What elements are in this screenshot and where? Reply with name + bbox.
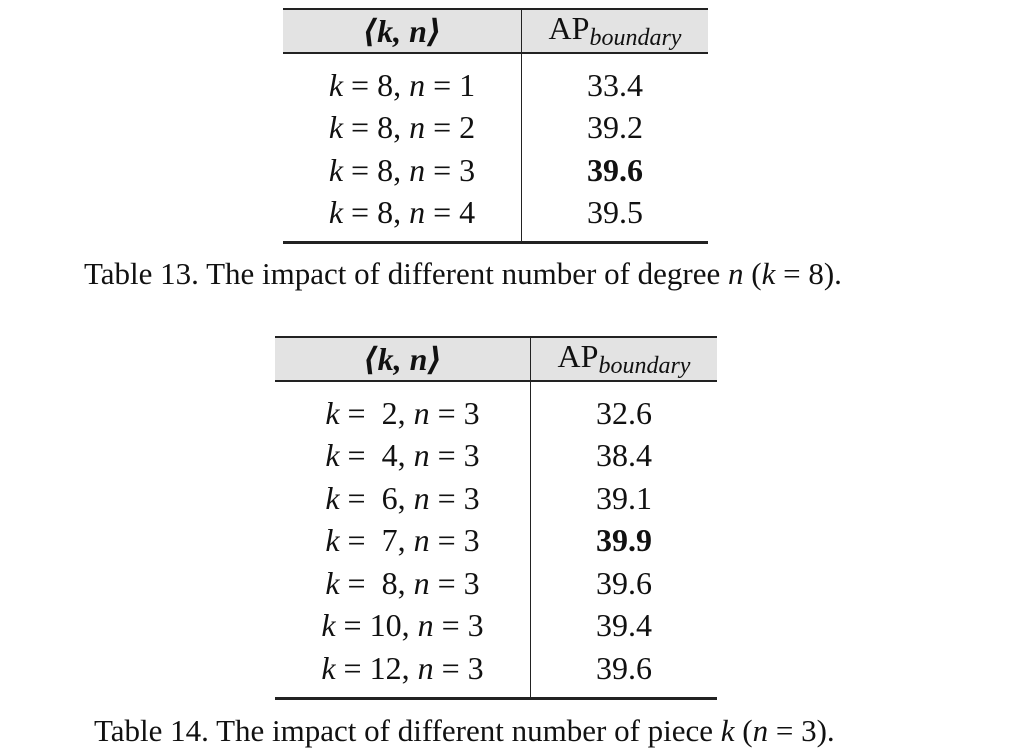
n-value: 3 xyxy=(463,522,480,559)
table-row xyxy=(275,605,717,648)
n-value: 4 xyxy=(459,194,476,231)
caption-paren: ( xyxy=(743,256,762,291)
k-n-cell: k = 8, n = 4 xyxy=(283,192,522,243)
n-value: 3 xyxy=(467,607,484,644)
table-row xyxy=(275,520,717,563)
table-row xyxy=(283,192,708,243)
ap-value: 33.4 xyxy=(587,66,643,103)
ap-value: 32.6 xyxy=(596,394,652,431)
k-value: 8 xyxy=(377,109,394,146)
table-row xyxy=(283,53,708,107)
column-header-ap-boundary xyxy=(531,337,718,381)
k-n-cell: k = 8, n = 3 xyxy=(283,149,522,192)
table-13-caption xyxy=(84,256,842,292)
k-value: 10 xyxy=(369,607,402,644)
table-header-row xyxy=(275,337,717,381)
k-value: 7 xyxy=(373,522,398,559)
column-header-k-n xyxy=(275,337,531,381)
k-n-cell: k = 8, n = 3 xyxy=(275,562,531,605)
k-n-cell: k = 10, n = 3 xyxy=(275,605,531,648)
k-value: 4 xyxy=(373,437,398,474)
column-header-k-n-label: ⟨k, n⟩ xyxy=(362,13,442,49)
caption-text: Table 14. The impact of different number of piece xyxy=(94,713,721,748)
ap-value: 39.5 xyxy=(587,194,643,231)
column-header-k-n xyxy=(283,9,522,53)
ap-value: 38.4 xyxy=(596,437,652,474)
k-n-cell: k = 8, n = 2 xyxy=(283,107,522,150)
table-14-body xyxy=(275,381,717,698)
table-row xyxy=(283,149,708,192)
caption-condition-variable: n xyxy=(752,713,769,748)
table-13-body xyxy=(283,53,708,243)
table-14 xyxy=(275,336,717,700)
ap-value: 39.6 xyxy=(596,649,652,686)
k-n-cell: k = 8, n = 1 xyxy=(283,53,522,107)
table-row xyxy=(275,647,717,698)
caption-condition-value: = 3). xyxy=(768,713,835,748)
k-n-cell: k = 12, n = 3 xyxy=(275,647,531,698)
ap-value-best: 39.9 xyxy=(596,522,652,559)
ap-value-best: 39.6 xyxy=(587,151,643,188)
ap-label: AP xyxy=(548,10,590,46)
caption-condition-variable: k xyxy=(761,256,776,291)
caption-condition-value: = 8). xyxy=(775,256,842,291)
k-value: 6 xyxy=(373,479,398,516)
caption-paren: ( xyxy=(734,713,753,748)
ap-value: 39.4 xyxy=(596,607,652,644)
column-header-k-n-label: ⟨k, n⟩ xyxy=(362,341,443,377)
caption-text: Table 13. The impact of different number of degree xyxy=(84,256,728,291)
k-n-cell: k = 2, n = 3 xyxy=(275,381,531,435)
n-value: 3 xyxy=(463,394,480,431)
k-value: 2 xyxy=(373,394,398,431)
n-value: 3 xyxy=(463,564,480,601)
column-header-ap-boundary xyxy=(522,9,709,53)
ap-value: 39.6 xyxy=(596,564,652,601)
n-value: 3 xyxy=(467,649,484,686)
k-n-cell: k = 4, n = 3 xyxy=(275,435,531,478)
ap-subscript: boundary xyxy=(598,353,691,379)
k-n-cell: k = 7, n = 3 xyxy=(275,520,531,563)
ap-value: 39.2 xyxy=(587,109,643,146)
n-value: 3 xyxy=(463,437,480,474)
k-value: 8 xyxy=(377,194,394,231)
n-value: 3 xyxy=(459,151,476,188)
table-row xyxy=(275,477,717,520)
table-13 xyxy=(283,8,708,244)
table-row xyxy=(275,381,717,435)
ap-value: 39.1 xyxy=(596,479,652,516)
caption-variable: k xyxy=(720,713,735,748)
k-value: 12 xyxy=(369,649,402,686)
table-14-caption xyxy=(94,713,835,749)
table-row xyxy=(275,562,717,605)
k-value: 8 xyxy=(377,66,394,103)
caption-variable: n xyxy=(728,256,744,291)
ap-label: AP xyxy=(557,338,599,374)
table-row xyxy=(283,107,708,150)
n-value: 1 xyxy=(459,66,476,103)
table-row xyxy=(275,435,717,478)
table-header-row xyxy=(283,9,708,53)
k-value: 8 xyxy=(373,564,398,601)
k-n-cell: k = 6, n = 3 xyxy=(275,477,531,520)
n-value: 2 xyxy=(459,109,476,146)
n-value: 3 xyxy=(463,479,480,516)
k-value: 8 xyxy=(377,151,394,188)
ap-subscript: boundary xyxy=(589,25,682,51)
